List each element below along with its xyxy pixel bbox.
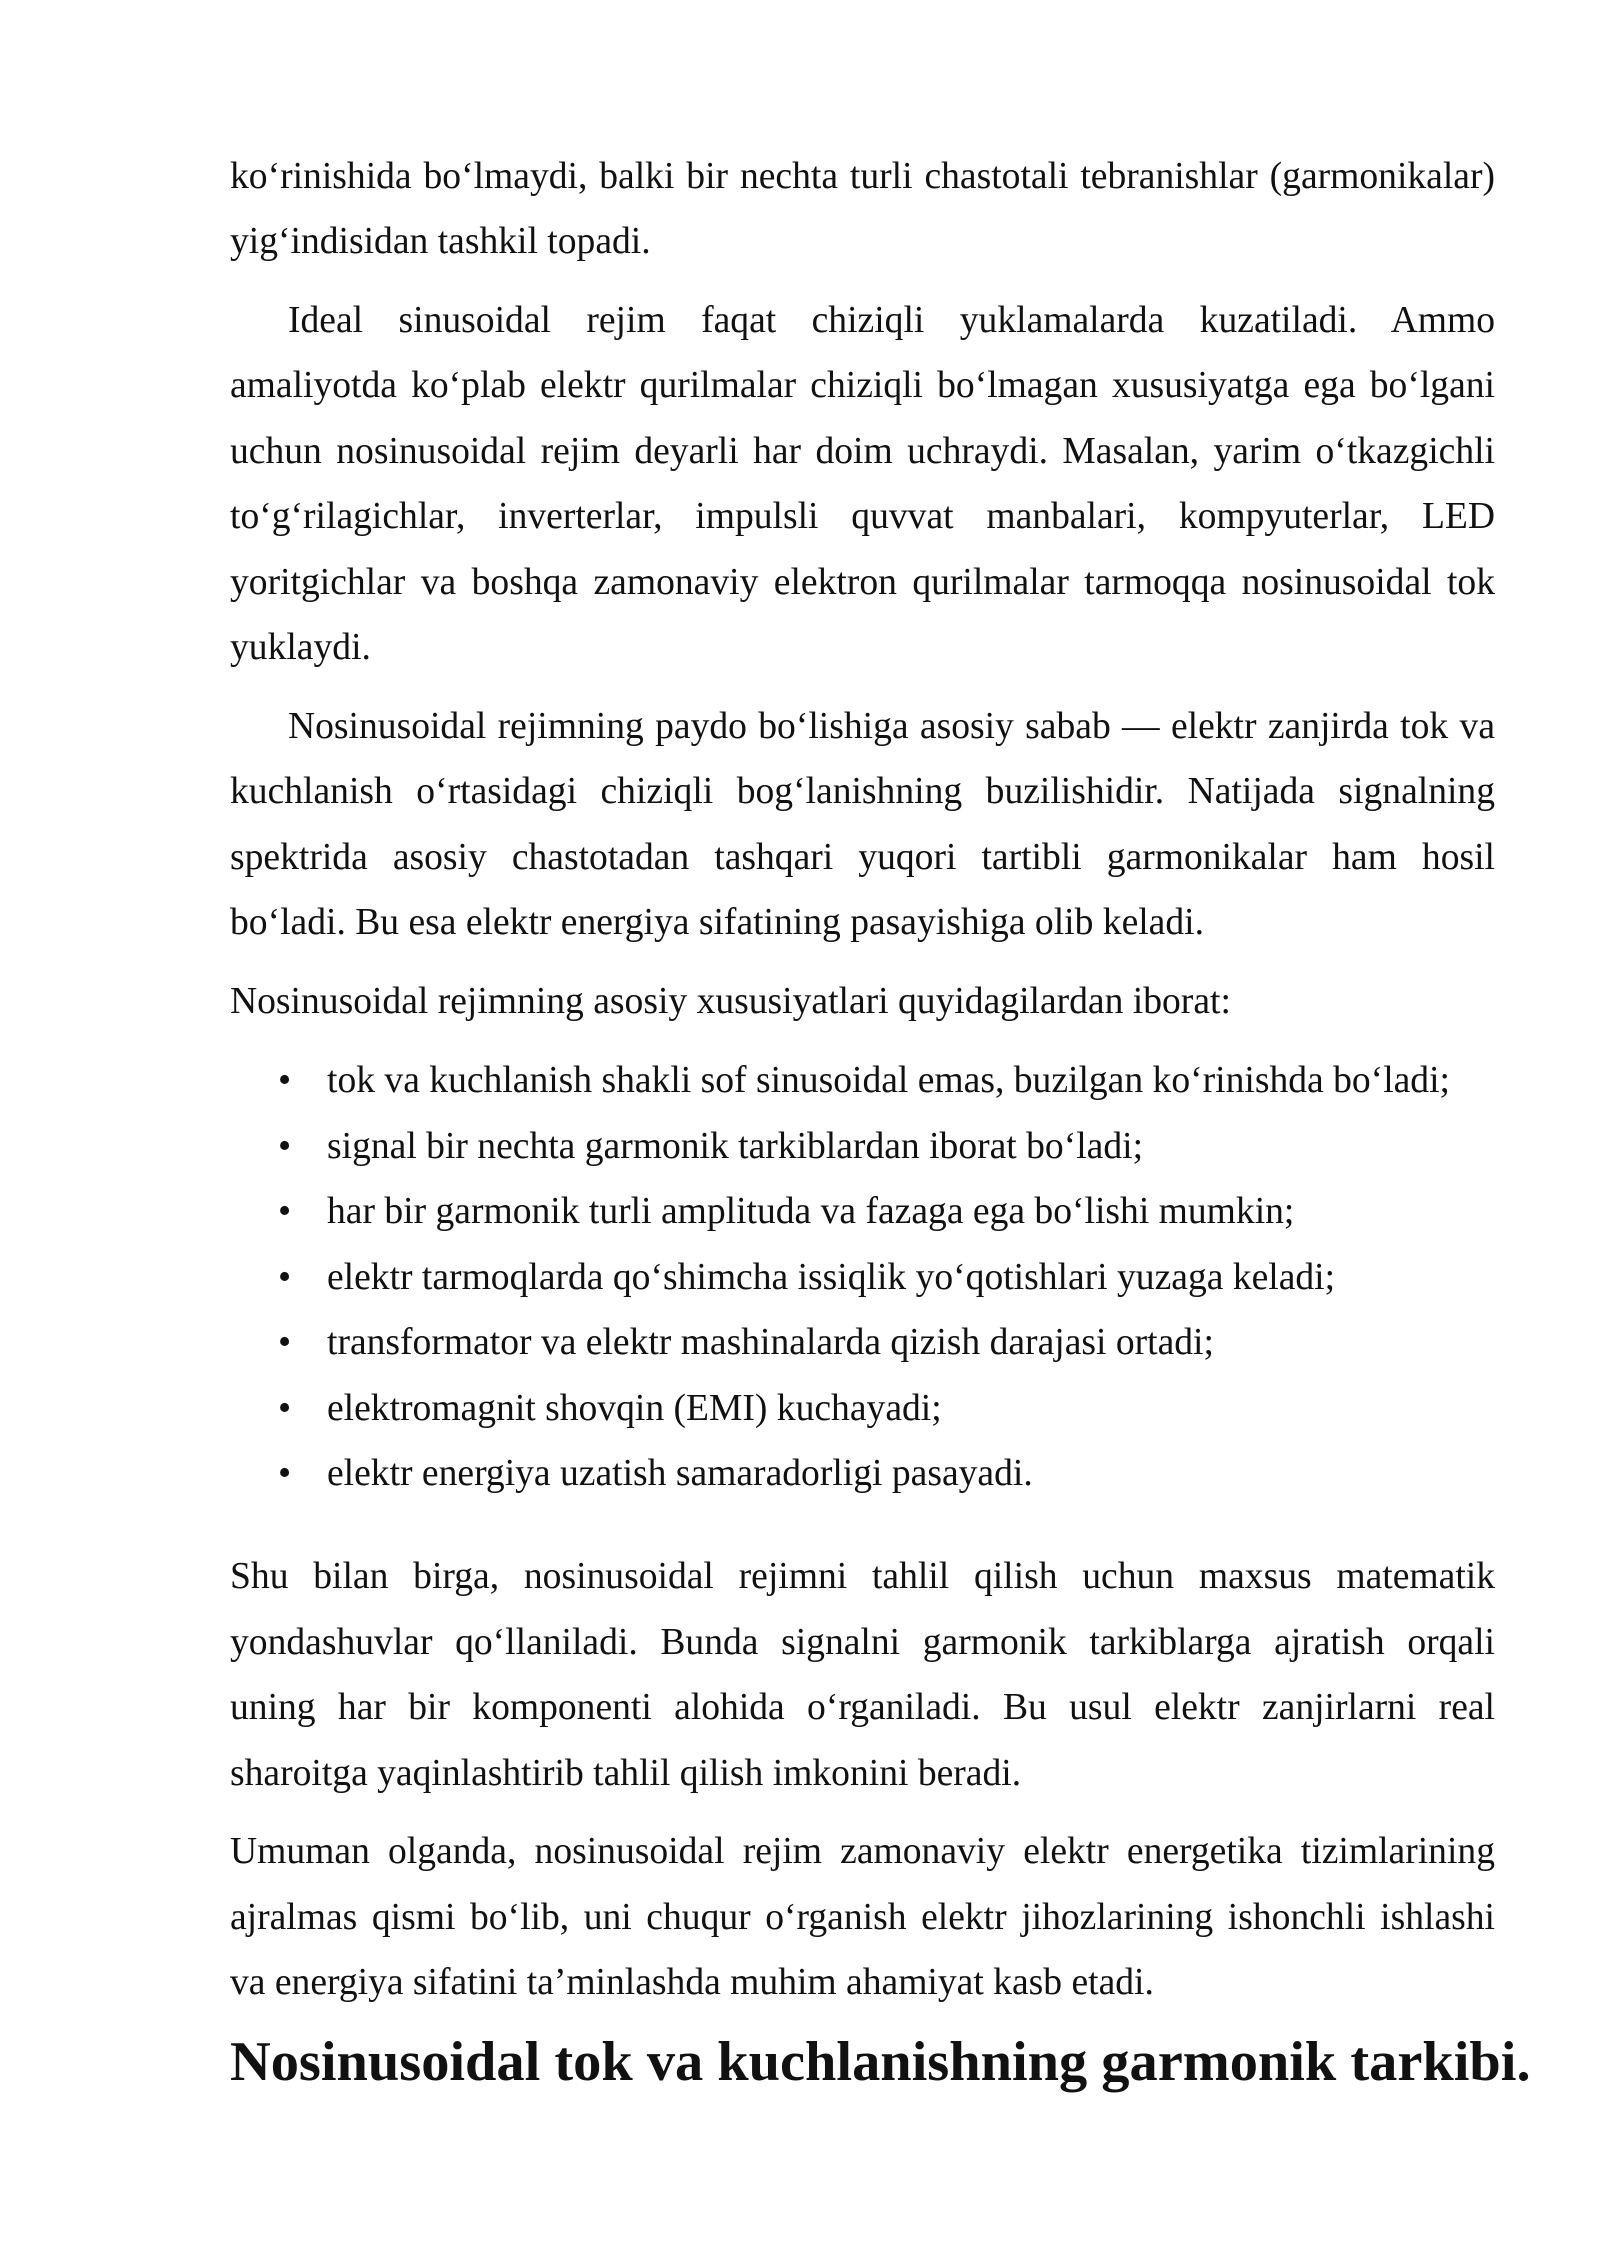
paragraph-conclusion bbox=[230, 1819, 1495, 2016]
paragraph-line: Nosinusoidal rejimning asosiy xususiyatlari quyidagilardan iborat: bbox=[230, 980, 1231, 1022]
bullet-marker: • bbox=[278, 1453, 292, 1494]
paragraph-list-intro bbox=[230, 969, 1495, 1035]
paragraph-line: Shu bilan birga, nosinusoidal rejimni tahlil qilish uchun maxsus matematik bbox=[230, 1556, 1495, 1597]
bullet-marker: • bbox=[278, 1387, 292, 1429]
bullet-marker: • bbox=[278, 1125, 292, 1167]
paragraph-line: yondashuvlar qo‘llaniladi. Bunda signalni garmonik tarkiblarga ajratish orqali bbox=[230, 1621, 1495, 1663]
paragraph-line: uchun nosinusoidal rejim deyarli har doim uchraydi. Masalan, yarim o‘tkazgichli bbox=[230, 430, 1495, 472]
paragraph-line: va energiya sifatini ta’minlashda muhim ahamiyat kasb etadi. bbox=[230, 1962, 1154, 2003]
paragraph-line: spektrida asosiy chastotadan tashqari yuqori tartibli garmonikalar ham hosil bbox=[230, 836, 1495, 878]
paragraph-analysis bbox=[230, 1544, 1495, 1806]
list-item-text: signal bir nechta garmonik tarkiblardan iborat bo‘ladi; bbox=[327, 1125, 1144, 1167]
paragraph-ideal-regime bbox=[230, 288, 1495, 681]
paragraph-line: uning har bir komponenti alohida o‘rganiladi. Bu usul elektr zanjirlarni real bbox=[230, 1687, 1495, 1728]
paragraph-line: yoritgichlar va boshqa zamonaviy elektron qurilmalar tarmoqqa nosinusoidal tok bbox=[230, 561, 1495, 603]
section-heading: Nosinusoidal tok va kuchlanishning garmonik tarkibi. bbox=[230, 2031, 1531, 2093]
list-item bbox=[230, 1376, 1495, 1442]
paragraph-line: bo‘ladi. Bu esa elektr energiya sifatining pasayishiga olib keladi. bbox=[230, 902, 1204, 943]
list-item-text: har bir garmonik turli amplituda va fazaga ega bo‘lishi mumkin; bbox=[327, 1191, 1295, 1232]
list-item-text: tok va kuchlanish shakli sof sinusoidal emas, buzilgan ko‘rinishda bo‘ladi; bbox=[327, 1060, 1450, 1101]
list-item-text: elektromagnit shovqin (EMI) kuchayadi; bbox=[327, 1387, 942, 1429]
feature-list bbox=[230, 1048, 1495, 1507]
list-item bbox=[230, 1441, 1495, 1507]
list-item bbox=[230, 1245, 1495, 1311]
paragraph-line: amaliyotda ko‘plab elektr qurilmalar chiziqli bo‘lmagan xususiyatga ega bo‘lgani bbox=[230, 365, 1495, 406]
paragraph-line: to‘g‘rilagichlar, inverterlar, impulsli quvvat manbalari, kompyuterlar, LED bbox=[230, 496, 1495, 537]
paragraph-line: kuchlanish o‘rtasidagi chiziqli bog‘lanishning buzilishidir. Natijada signalning bbox=[230, 771, 1495, 812]
list-item bbox=[230, 1048, 1495, 1114]
paragraph-continuation bbox=[230, 144, 1495, 275]
list-item-text: elektr tarmoqlarda qo‘shimcha issiqlik yo‘qotishlari yuzaga keladi; bbox=[327, 1256, 1336, 1298]
paragraph-line: yuklaydi. bbox=[230, 627, 371, 668]
list-item-text: transformator va elektr mashinalarda qizish darajasi ortadi; bbox=[327, 1322, 1214, 1363]
list-item bbox=[230, 1114, 1495, 1180]
paragraph-line: sharoitga yaqinlashtirib tahlil qilish imkonini beradi. bbox=[230, 1752, 1022, 1794]
paragraph-line: ko‘rinishida bo‘lmaydi, balki bir nechta turli chastotali tebranishlar (garmonikalar) bbox=[230, 155, 1495, 197]
paragraph-cause bbox=[230, 694, 1495, 956]
paragraph-line: Umuman olganda, nosinusoidal rejim zamonaviy elektr energetika tizimlarining bbox=[230, 1831, 1495, 1872]
bullet-marker: • bbox=[278, 1060, 292, 1101]
paragraph-line: ajralmas qismi bo‘lib, uni chuqur o‘rganish elektr jihozlarining ishonchli ishlashi bbox=[230, 1896, 1495, 1938]
list-item bbox=[230, 1310, 1495, 1376]
list-item bbox=[230, 1179, 1495, 1245]
paragraph-line: Nosinusoidal rejimning paydo bo‘lishiga asosiy sabab — elektr zanjirda tok va bbox=[288, 705, 1495, 747]
page-content bbox=[230, 144, 1531, 2096]
paragraph-line: Ideal sinusoidal rejim faqat chiziqli yuklamalarda kuzatiladi. Ammo bbox=[288, 299, 1495, 341]
bullet-marker: • bbox=[278, 1322, 292, 1363]
list-item-text: elektr energiya uzatish samaradorligi pasayadi. bbox=[327, 1453, 1033, 1494]
bullet-marker: • bbox=[278, 1191, 292, 1232]
bullet-marker: • bbox=[278, 1256, 292, 1298]
paragraph-line: yig‘indisidan tashkil topadi. bbox=[230, 221, 651, 262]
